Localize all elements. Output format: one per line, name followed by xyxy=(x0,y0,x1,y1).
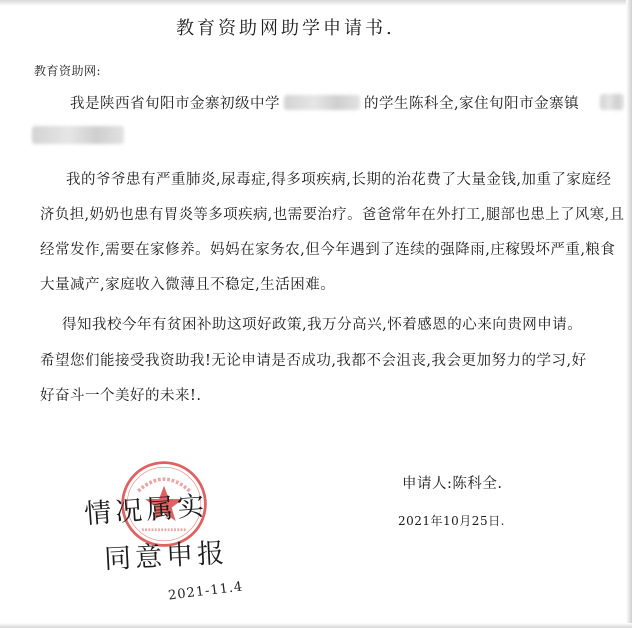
paragraph-3-line-1: 得知我校今年有贫困补助这项好政策,我万分高兴,怀着感恩的心来向贵网申请。 xyxy=(62,317,583,333)
applicant-line: 申请人:陈科全. xyxy=(402,476,503,492)
scan-edge-right xyxy=(626,0,632,628)
paragraph-2-line-2: 济负担,奶奶也患有胃炎等多项疾病,也需要治疗。爸爸常年在外打工,腿部也患上了风寒,且 xyxy=(40,207,625,223)
approval-note-line-2: 同意申报 xyxy=(103,537,229,576)
scan-edge-top xyxy=(0,0,632,6)
paragraph-1-line-1-end: 的学生陈科全,家住旬阳市金寨镇 xyxy=(364,96,580,112)
paragraph-3-line-3: 好奋斗一个美好的未来!. xyxy=(40,388,202,404)
redacted-address-end xyxy=(600,94,624,110)
redacted-school-name xyxy=(284,95,360,110)
paragraph-1-line-1-start: 我是陕西省旬阳市金寨初级中学 xyxy=(70,96,280,112)
letter-title: 教育资助网助学申请书. xyxy=(176,18,395,39)
application-date: 2021年10月25日. xyxy=(398,514,505,528)
scan-edge-bottom xyxy=(0,623,632,628)
paragraph-2-line-4: 大量减产,家庭收入微薄且不稳定,生活困难。 xyxy=(40,277,336,293)
paragraph-3-line-2: 希望您们能接受我资助我!无论申请是否成功,我都不会沮丧,我会更加努力的学习,好 xyxy=(40,353,587,369)
salutation: 教育资助网: xyxy=(34,64,102,78)
paragraph-2-line-1: 我的爷爷患有严重肺炎,尿毒症,得多项疾病,长期的治花费了大量金钱,加重了家庭经 xyxy=(66,172,612,188)
approval-note-line-1: 情况属实 xyxy=(83,490,210,531)
approval-date: 2021-11.4 xyxy=(167,579,245,604)
redacted-address-continued xyxy=(32,126,124,144)
paragraph-2-line-3: 经常发作,需要在家修养。妈妈在家务农,但今年遇到了连续的强降雨,庄稼毁坏严重,粮食 xyxy=(40,242,616,258)
